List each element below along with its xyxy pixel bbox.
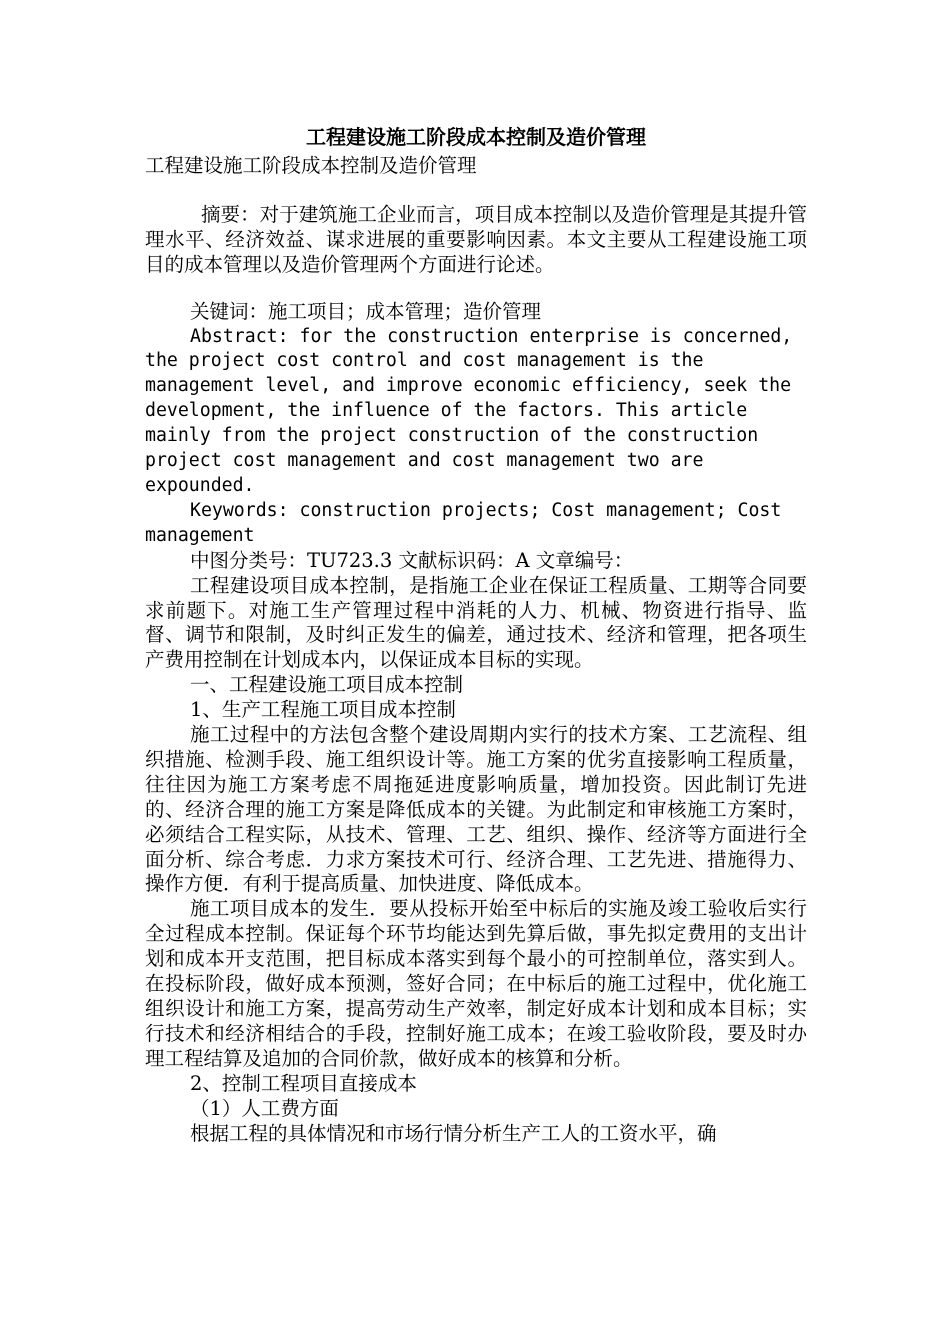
keywords-en: Keywords: construction projects; Cost management; Cost management bbox=[145, 499, 782, 546]
subsection-heading-1: 1、生产工程施工项目成本控制 bbox=[190, 698, 456, 722]
body-paragraph-1: 施工过程中的方法包含整个建设周期内实行的技术方案、工艺流程、组织措施、检测手段、施工组织设计等。施工方案的优劣直接影响工程质量，往往因为施工方案考虑不周拖延进度影响质量，增加投资。因此制订先进的、经济合理的施工方案是降低成本的关键。为此制定和审核施工方案时，必须结合工程实际，从技术、管理、工艺、组织、操作、经济等方面进行全面分析、综合考虑．力求方案技术可行、经济合理、工艺先进、措施得力、操作方便．有利于提高质量、加快进度、降低成本。 bbox=[145, 723, 807, 896]
section-heading-1: 一、工程建设施工项目成本控制 bbox=[190, 673, 464, 697]
intro-paragraph: 工程建设项目成本控制，是指施工企业在保证工程质量、工期等合同要求前题下。对施工生产管理过程中消耗的人力、机械、物资进行指导、监督、调节和限制，及时纠正发生的偏差，通过技术、经济和管理，把各项生产费用控制在计划成本内，以保证成本目标的实现。 bbox=[145, 573, 807, 672]
body-paragraph-2: 施工项目成本的发生．要从投标开始至中标后的实施及竣工验收后实行全过程成本控制。保证每个环节均能达到先算后做，事先拟定费用的支出计划和成本开支范围，把目标成本落实到每个最小的可控制单位，落实到人。在投标阶段，做好成本预测，签好合同；在中标后的施工过程中，优化施工组织设计和施工方案，提高劳动生产效率，制定好成本计划和成本目标；实行技术和经济相结合的手段，控制好施工成本；在竣工验收阶段，要及时办理工程结算及追加的合同价款，做好成本的核算和分析。 bbox=[145, 897, 807, 1070]
document-page bbox=[145, 120, 807, 1146]
spacer bbox=[145, 179, 807, 203]
subsection-heading-2: 2、控制工程项目直接成本 bbox=[190, 1071, 417, 1095]
keywords-cn: 关键词：施工项目；成本管理；造价管理 bbox=[190, 299, 542, 323]
spacer bbox=[145, 278, 807, 300]
document-title: 工程建设施工阶段成本控制及造价管理 bbox=[306, 125, 646, 149]
abstract-cn: 摘要：对于建筑施工企业而言，项目成本控制以及造价管理是其提升管理水平、经济效益、谋求进展的重要影响因素。本文主要从工程建设施工项目的成本管理以及造价管理两个方面进行论述。 bbox=[145, 202, 807, 276]
document-subtitle: 工程建设施工阶段成本控制及造价管理 bbox=[145, 154, 477, 177]
abstract-en: Abstract: for the construction enterprise is concerned, the project cost control and cost management is the management level, and improve economic efficiency, seek the development, the influence of the factors. This article mainly from the project construction of the construction project cost management and cost management two are expounded. bbox=[145, 325, 793, 496]
body-paragraph-3: 根据工程的具体情况和市场行情分析生产工人的工资水平，确 bbox=[190, 1121, 717, 1145]
classification-line: 中图分类号：TU723.3 文献标识码：A 文章编号： bbox=[190, 548, 634, 572]
item-heading-labor-cost: （1）人工费方面 bbox=[190, 1096, 339, 1120]
